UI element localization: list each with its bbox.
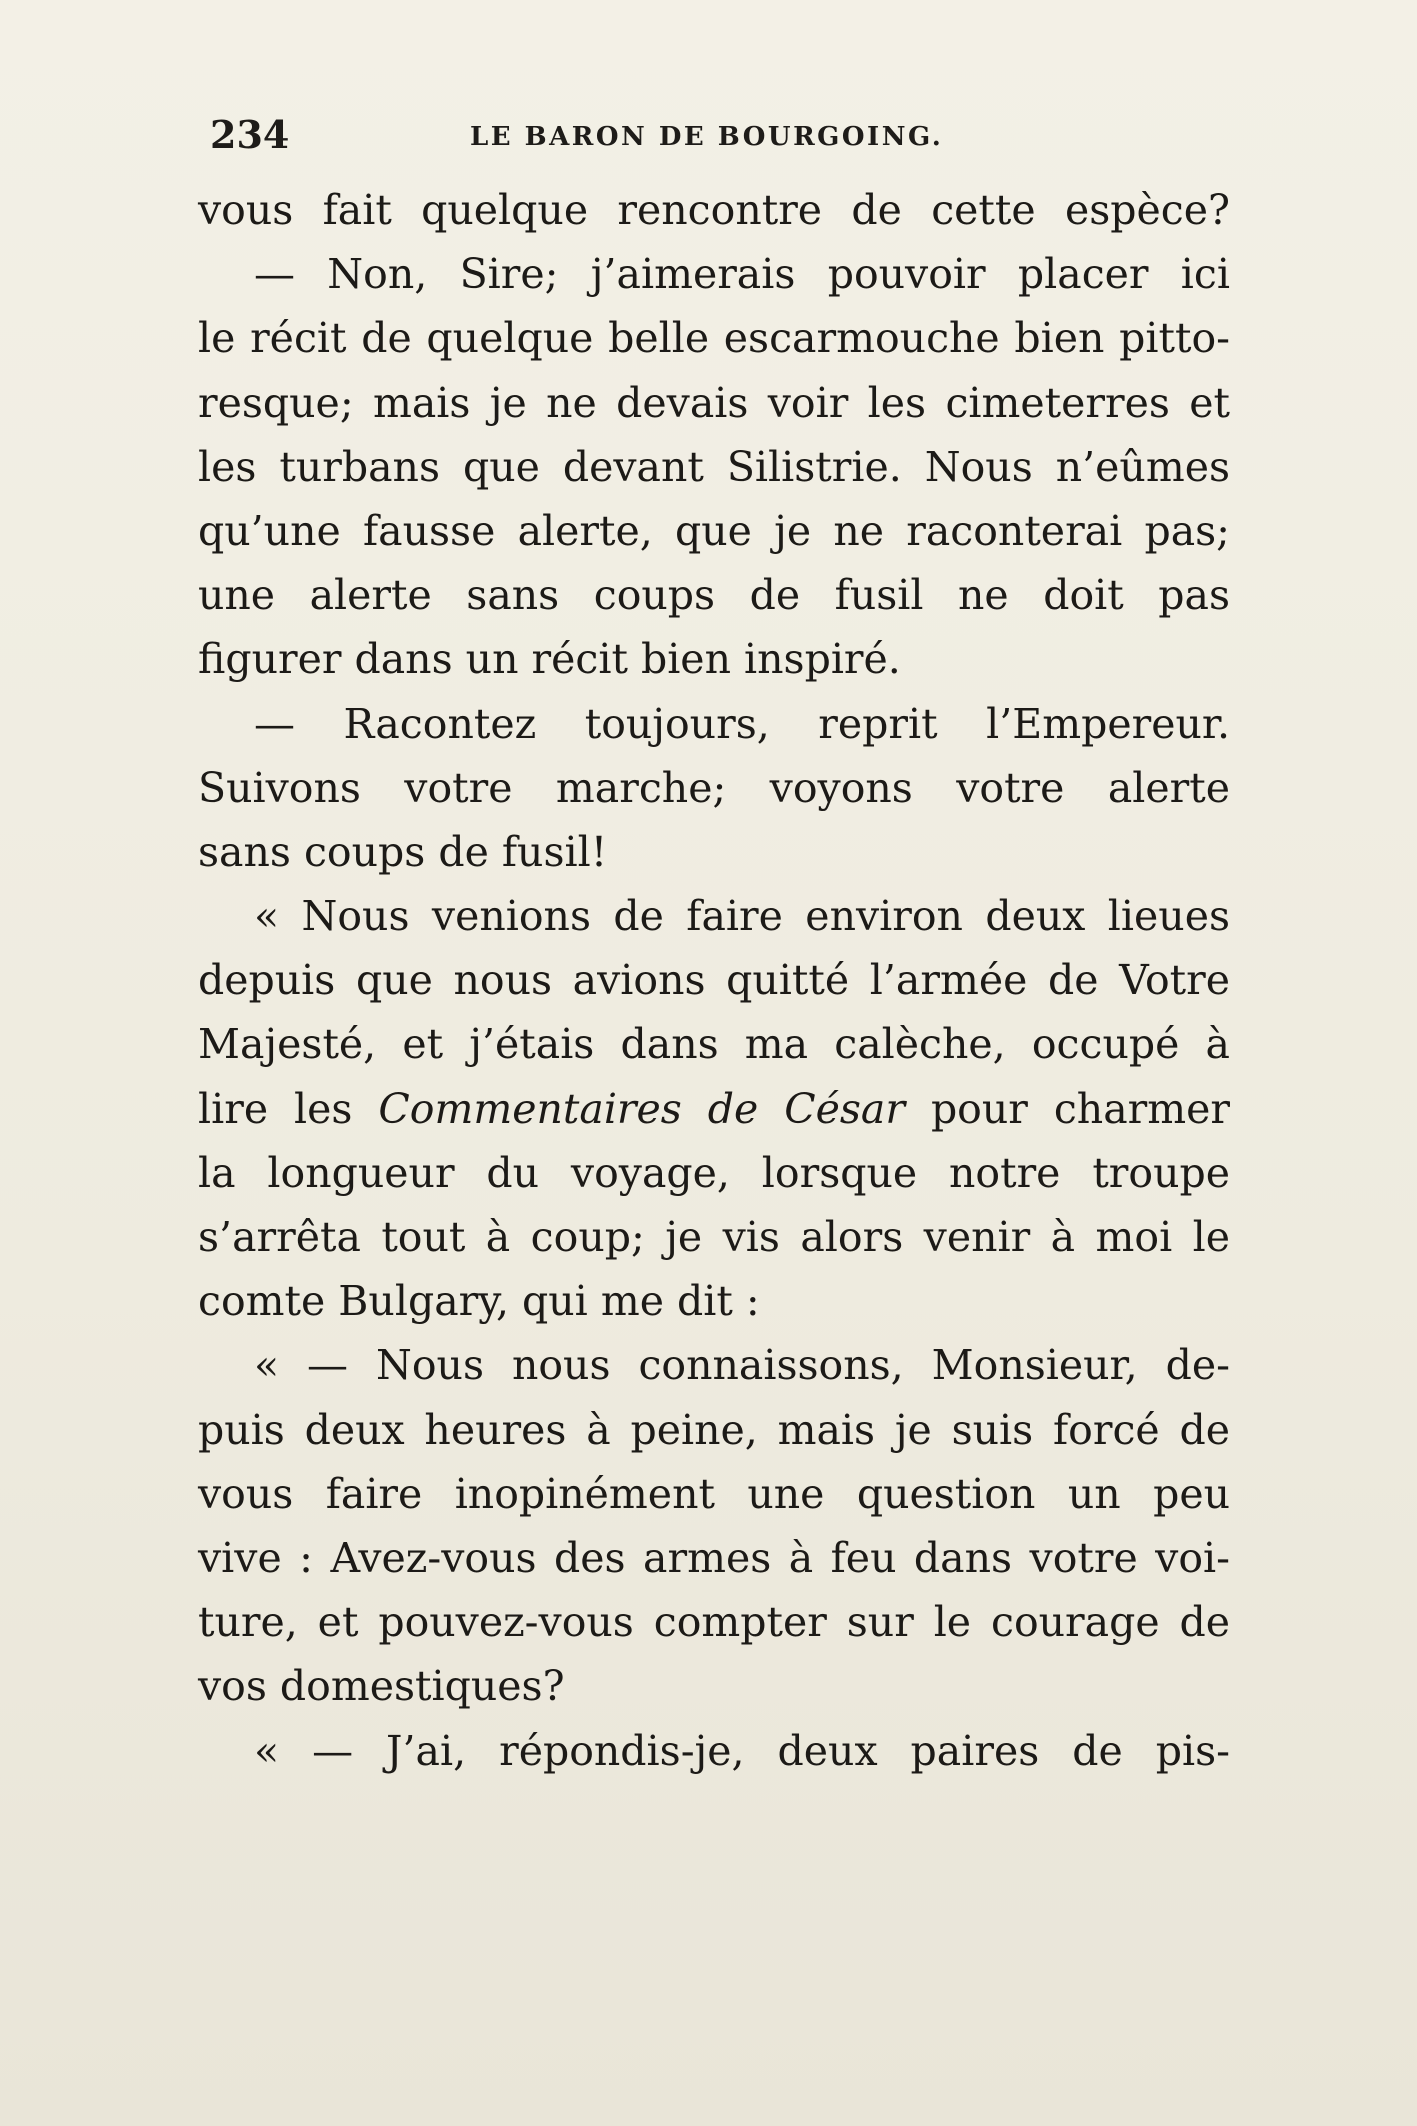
text-line: comte Bulgary, qui me dit : [198, 1277, 760, 1326]
text-line: une alerte sans coups de fusil ne doit pas [198, 571, 1230, 620]
text-line: vos domestiques? [198, 1662, 565, 1711]
text-line: qu’une fausse alerte, que je ne raconterai pas; [198, 506, 1230, 555]
text-line: sans coups de fusil! [198, 827, 608, 876]
text-line: « — J’ai, répondis-je, deux paires de pis- [254, 1726, 1230, 1775]
text-line: s’arrêta tout à coup; je vis alors venir à moi le [198, 1213, 1230, 1261]
body-text [198, 178, 1230, 1783]
text-line: figurer dans un récit bien inspiré. [198, 635, 901, 684]
text-fragment: lire les [198, 1084, 353, 1133]
text-line: le récit de quelque belle escarmouche bien pitto- [198, 314, 1230, 363]
text-line: ture, et pouvez-vous compter sur le courage de [198, 1598, 1230, 1647]
text-line: la longueur du voyage, lorsque notre troupe [198, 1148, 1230, 1197]
text-line: « — Nous nous connaissons, Monsieur, de- [254, 1341, 1230, 1390]
text-line: — Non, Sire; j’aimerais pouvoir placer ici [254, 250, 1230, 299]
running-title: LE BARON DE BOURGOING. [470, 122, 944, 152]
text-line-with-title [198, 1077, 1230, 1141]
page-header [210, 112, 1230, 162]
text-line: — Racontez toujours, reprit l’Empereur. [254, 699, 1230, 748]
text-line: les turbans que devant Silistrie. Nous n’eûmes [198, 442, 1230, 491]
page-number: 234 [210, 112, 290, 157]
text-line: vous fait quelque rencontre de cette espèce? [198, 186, 1230, 234]
text-line: puis deux heures à peine, mais je suis forcé de [198, 1405, 1230, 1454]
text-line: Suivons votre marche; voyons votre alerte [198, 763, 1230, 812]
text-line: vous faire inopinément une question un peu [198, 1469, 1230, 1518]
text-line: « Nous venions de faire environ deux lieues [254, 892, 1230, 941]
book-title: Commentaires de César [378, 1084, 905, 1133]
text-fragment: pour charmer [930, 1084, 1230, 1133]
text-line: Majesté, et j’étais dans ma calèche, occupé à [198, 1020, 1230, 1069]
text-line: depuis que nous avions quitté l’armée de Votre [198, 956, 1230, 1005]
text-line: resque; mais je ne devais voir les cimeterres et [198, 378, 1230, 427]
text-line: vive : Avez-vous des armes à feu dans votre voi- [198, 1533, 1230, 1582]
